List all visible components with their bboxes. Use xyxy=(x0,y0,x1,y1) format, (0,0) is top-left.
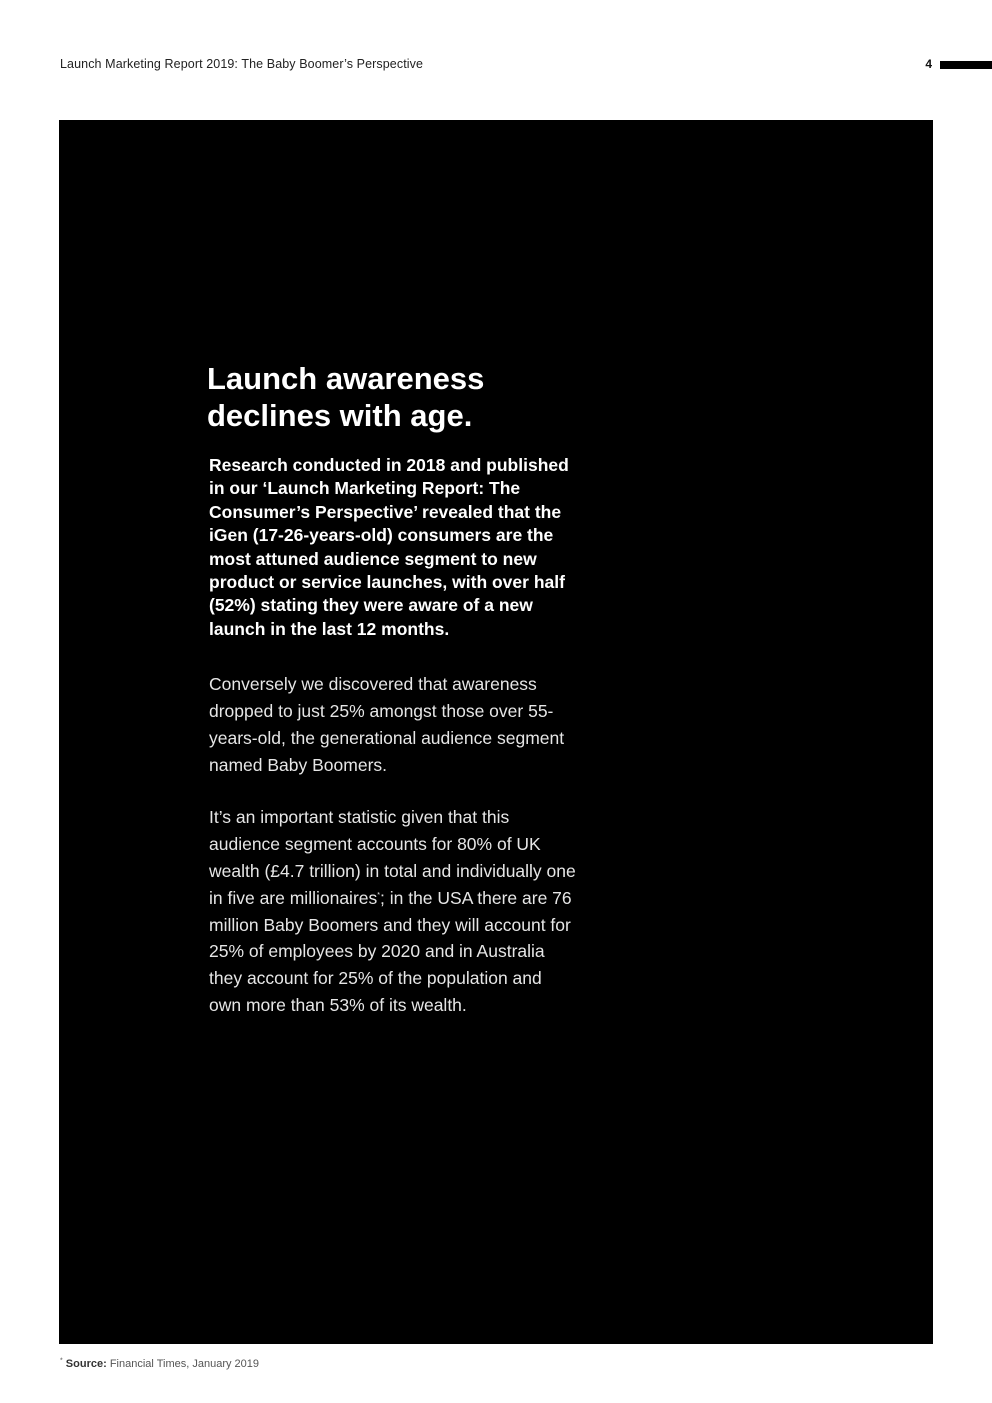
footnote-label: Source: xyxy=(65,1358,107,1370)
content-panel xyxy=(59,120,933,1344)
article-content xyxy=(207,360,577,1019)
page-number: 4 xyxy=(925,57,932,71)
body-paragraph-2-start: It’s an important statistic given that this audience segment accounts for 80% of UK wealth (£4.7 trillion) in total and individually one in five are millionaires xyxy=(209,807,576,908)
body-paragraph-2 xyxy=(209,804,577,1018)
footnote-text: Financial Times, January 2019 xyxy=(109,1358,260,1370)
footnote-reference-mark: * xyxy=(377,892,380,899)
footnote-marker: * xyxy=(60,1357,63,1365)
headline-line-1: Launch awareness xyxy=(207,361,485,396)
source-footnote xyxy=(60,1358,259,1370)
article-headline xyxy=(207,360,577,434)
page-tab-marker xyxy=(940,61,992,69)
running-header-title: Launch Marketing Report 2019: The Baby Boomer’s Perspective xyxy=(60,57,424,71)
body-paragraph-2-end: ; in the USA there are 76 million Baby Boomers and they will account for 25% of employees by 2020 and in Australia they account for 25% of the population and own more than 53% of its wealth. xyxy=(209,887,572,1016)
body-paragraph-1: Conversely we discovered that awareness dropped to just 25% amongst those over 55-years-old, the generational audience segment named Baby Boomers. xyxy=(209,674,565,775)
headline-line-2: declines with age. xyxy=(207,398,473,433)
lead-paragraph: Research conducted in 2018 and published in our ‘Launch Marketing Report: The Consumer’s Perspective’ revealed that the iGen (17-26-years-old) consumers are the most attuned audience segment to new product or service launches, with over half (52%) stating they were aware of a new launch in the last 12 months. xyxy=(209,455,569,639)
